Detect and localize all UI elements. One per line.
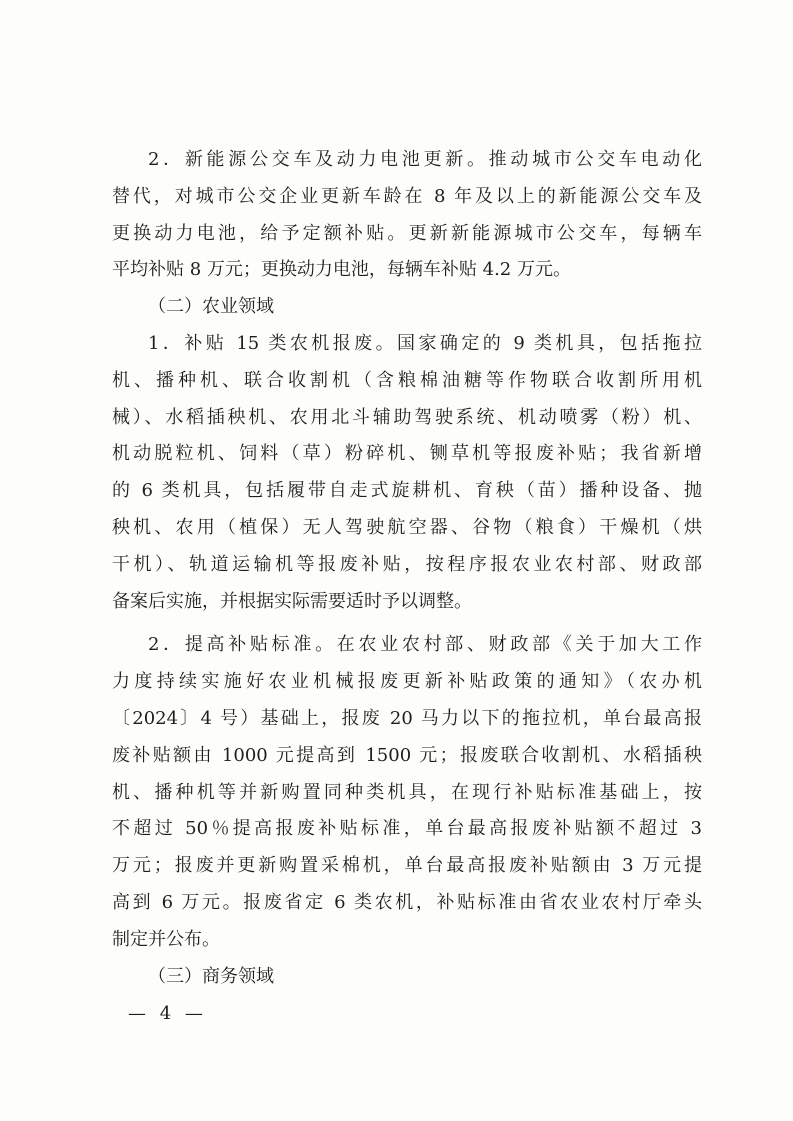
text-line: （二）农业领域: [148, 296, 274, 318]
text-line: 机、播种机等并新购置同种类机具，在现行补贴标准基础上，按: [112, 781, 702, 803]
text-line: 秧机、农用（植保）无人驾驶航空器、谷物（粮食）干燥机（烘: [112, 516, 702, 538]
text-line: 万元；报废并更新购置采棉机，单台最高报废补贴额由 3 万元提: [112, 855, 702, 877]
text-line: 的 6 类机具，包括履带自走式旋耕机、育秧（苗）播种设备、抛: [112, 480, 702, 502]
text-line: 机、播种机、联合收割机（含粮棉油糖等作物联合收割所用机: [112, 369, 702, 391]
paragraph: [112, 326, 702, 620]
text-line: 〔2024〕4 号）基础上，报废 20 马力以下的拖拉机，单台最高报: [112, 707, 702, 729]
text-line: 1．补贴 15 类农机报废。国家确定的 9 类机具，包括拖拉: [148, 332, 702, 354]
document-body: [112, 142, 702, 995]
text-line: 2．新能源公交车及动力电池更新。推动城市公交车电动化: [148, 149, 702, 170]
text-line: 干机）、轨道运输机等报废补贴，按程序报农业农村部、财政部: [112, 553, 702, 575]
text-line: 不超过 50％提高报废补贴标准，单台最高报废补贴额不超过 3: [112, 818, 702, 840]
text-line: 废补贴额由 1000 元提高到 1500 元；报废联合收割机、水稻插秧: [112, 744, 702, 766]
text-line: （三）商务领域: [148, 965, 274, 987]
text-line: 制定并公布。: [112, 928, 220, 950]
page-number: — 4 —: [128, 1003, 207, 1024]
text-line: 平均补贴 8 万元；更换动力电池，每辆车补贴 4.2 万元。: [112, 259, 571, 281]
text-line: 替代，对城市公交企业更新车龄在 8 年及以上的新能源公交车及: [112, 185, 702, 207]
text-line: 械）、水稻插秧机、农用北斗辅助驾驶系统、机动喷雾（粉）机、: [112, 406, 702, 428]
paragraph: [112, 142, 702, 289]
text-line: 力度持续实施好农业机械报废更新补贴政策的通知》（农办机: [112, 671, 702, 693]
text-line: 高到 6 万元。报废省定 6 类农机，补贴标准由省农业农村厅牵头: [112, 891, 702, 913]
section-heading: [112, 959, 702, 996]
text-line: 2．提高补贴标准。在农业农村部、财政部《关于加大工作: [148, 634, 702, 656]
text-line: 机动脱粒机、饲料（草）粉碎机、铡草机等报废补贴；我省新增: [112, 443, 702, 465]
paragraph: [112, 627, 702, 958]
text-line: 备案后实施，并根据实际需要适时予以调整。: [112, 590, 472, 612]
text-line: 更换动力电池，给予定额补贴。更新新能源城市公交车，每辆车: [112, 222, 702, 244]
section-heading: [112, 289, 702, 326]
